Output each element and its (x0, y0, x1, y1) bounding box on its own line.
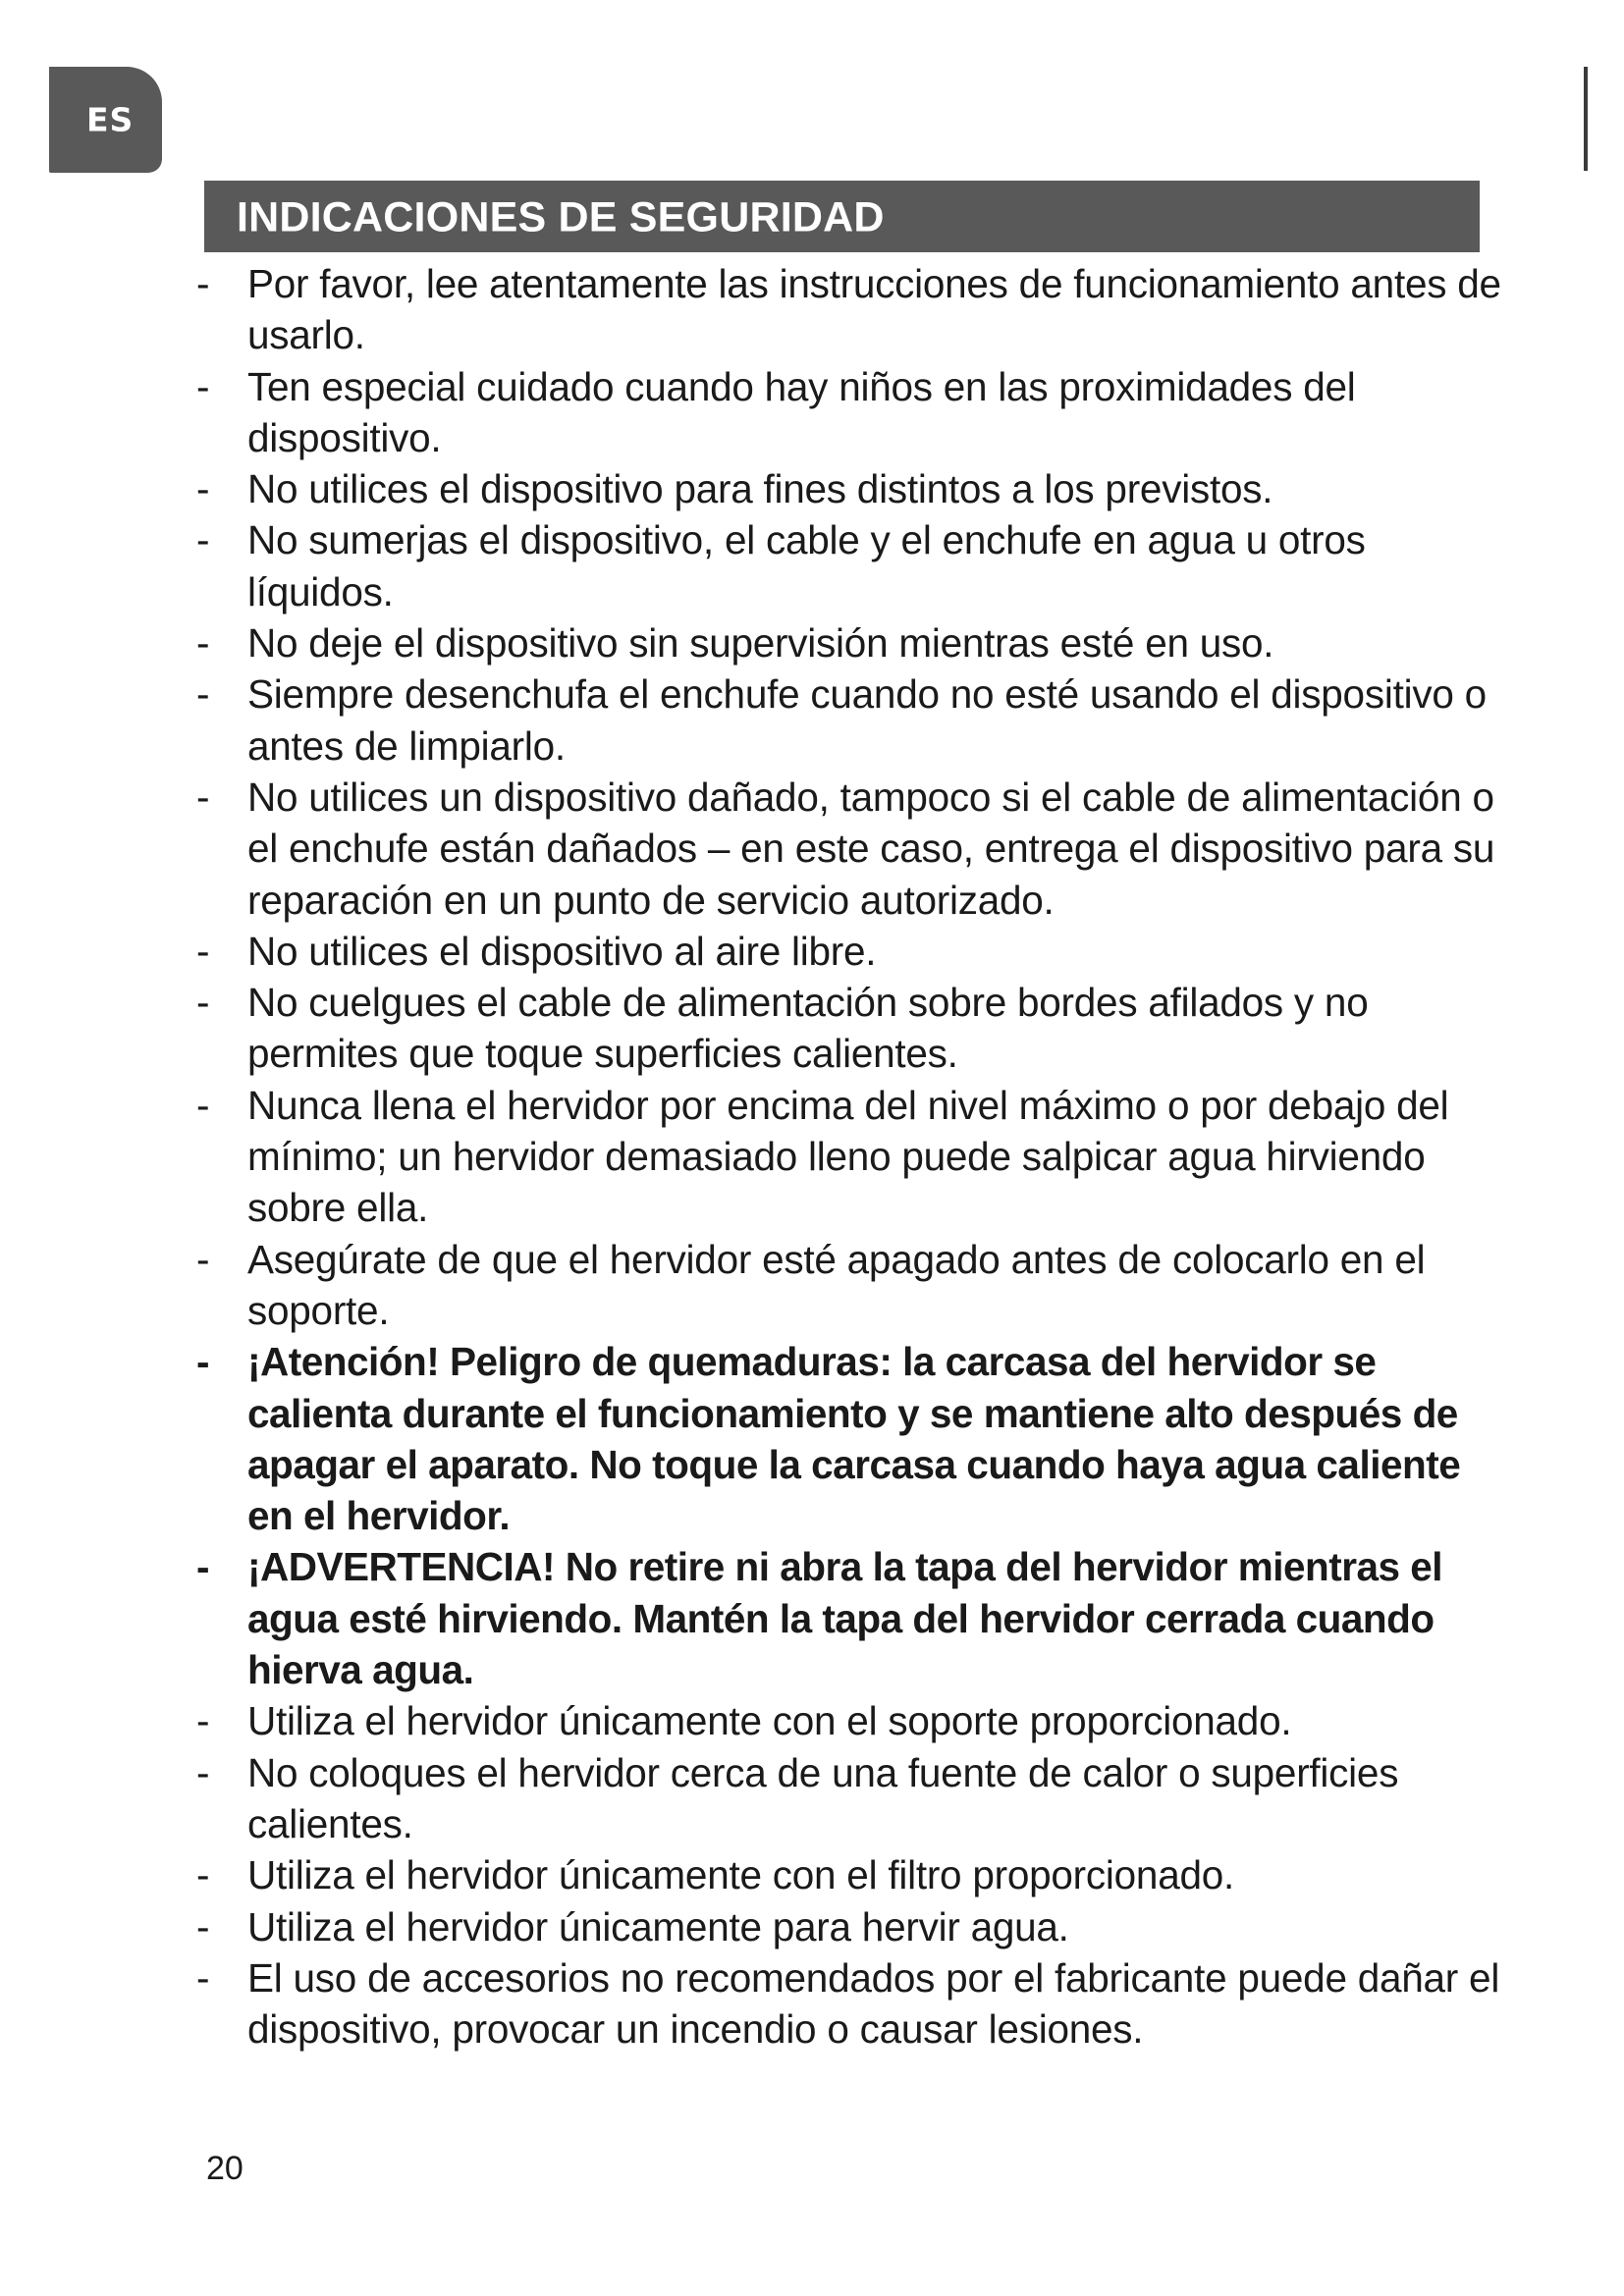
list-item-text: ¡Atención! Peligro de quemaduras: la carcasa del hervidor se calienta durante el funcionamiento y se mantiene alto después de apagar el aparato. No toque la carcasa cuando haya agua caliente en el hervidor. (247, 1339, 1461, 1539)
list-item-marker: - (196, 1082, 210, 1128)
list-item (196, 1901, 1512, 1952)
list-item (196, 1747, 1512, 1850)
list-item-text: No cuelgues el cable de alimentación sobre bordes afilados y no permites que toque superficies calientes. (247, 980, 1369, 1077)
list-item-text: Utiliza el hervidor únicamente con el soporte proporcionado. (247, 1698, 1292, 1744)
list-item-marker: - (196, 620, 210, 667)
list-item (196, 617, 1512, 668)
list-item-marker: - (196, 1339, 209, 1385)
list-item-text: Por favor, lee atentamente las instrucciones de funcionamiento antes de usarlo. (247, 261, 1501, 358)
list-item-text: No utilices el dispositivo para fines distintos a los previstos. (247, 466, 1273, 512)
list-item-marker: - (196, 980, 210, 1026)
list-item (196, 1849, 1512, 1900)
section-header (204, 181, 1480, 252)
list-item-marker: - (196, 1749, 210, 1795)
list-item (196, 668, 1512, 772)
list-item (196, 258, 1512, 361)
list-item-marker: - (196, 1852, 210, 1898)
list-item (196, 1695, 1512, 1746)
list-item-text: No sumerjas el dispositivo, el cable y el enchufe en agua u otros líquidos. (247, 517, 1366, 614)
list-item (196, 463, 1512, 514)
list-item-marker: - (196, 671, 210, 718)
list-item (196, 514, 1512, 617)
list-item (196, 1234, 1512, 1337)
list-item (196, 977, 1512, 1080)
list-item (196, 1952, 1512, 2056)
list-item-marker: - (196, 517, 210, 563)
page-number: 20 (206, 2150, 244, 2187)
list-item-text: Utiliza el hervidor únicamente para hervir agua. (247, 1903, 1069, 1949)
page-edge-marker (1584, 67, 1588, 171)
list-item-text: El uso de accesorios no recomendados por el fabricante puede dañar el dispositivo, provocar un incendio o causar lesiones. (247, 1954, 1500, 2053)
list-item-text: Siempre desenchufa el enchufe cuando no esté usando el dispositivo o antes de limpiarlo. (247, 671, 1487, 769)
list-item-warning (196, 1541, 1512, 1695)
language-tab (49, 67, 162, 173)
list-item (196, 772, 1512, 926)
list-item-marker: - (196, 261, 210, 306)
list-item (196, 361, 1512, 464)
list-item (196, 926, 1512, 977)
list-item-text: Asegúrate de que el hervidor esté apagado antes de colocarlo en el soporte. (247, 1236, 1426, 1333)
list-item-marker: - (196, 1236, 210, 1282)
list-item-marker: - (196, 774, 210, 820)
list-item-marker: - (196, 1698, 210, 1744)
list-item-text: No deje el dispositivo sin supervisión mientras esté en uso. (247, 620, 1274, 667)
language-tab-label: ES (86, 100, 135, 139)
list-item-marker: - (196, 1954, 210, 2001)
list-item-text: ¡ADVERTENCIA! No retire ni abra la tapa del hervidor mientras el agua esté hirviendo. Mantén la tapa del hervidor cerrada cuando hierva agua. (247, 1544, 1443, 1693)
list-item-marker: - (196, 1903, 210, 1949)
list-item-marker: - (196, 1544, 209, 1590)
section-title: INDICACIONES DE SEGURIDAD (237, 193, 885, 241)
list-item-text: No utilices un dispositivo dañado, tampoco si el cable de alimentación o el enchufe están dañados – en este caso, entrega el dispositivo para su reparación en un punto de servicio autorizado. (247, 774, 1495, 923)
safety-instructions-list (196, 258, 1512, 2055)
list-item-text: Nunca llena el hervidor por encima del nivel máximo o por debajo del mínimo; un hervidor demasiado lleno puede salpicar agua hirviendo sobre ella. (247, 1082, 1449, 1231)
list-item-text: Utiliza el hervidor únicamente con el filtro proporcionado. (247, 1852, 1235, 1898)
list-item-marker: - (196, 466, 210, 512)
list-item-text: No coloques el hervidor cerca de una fuente de calor o superficies calientes. (247, 1749, 1399, 1846)
list-item-text: Ten especial cuidado cuando hay niños en las proximidades del dispositivo. (247, 363, 1356, 460)
list-item-marker: - (196, 363, 210, 409)
list-item (196, 1080, 1512, 1234)
list-item-warning (196, 1336, 1512, 1541)
list-item-marker: - (196, 928, 210, 974)
list-item-text: No utilices el dispositivo al aire libre. (247, 928, 877, 974)
